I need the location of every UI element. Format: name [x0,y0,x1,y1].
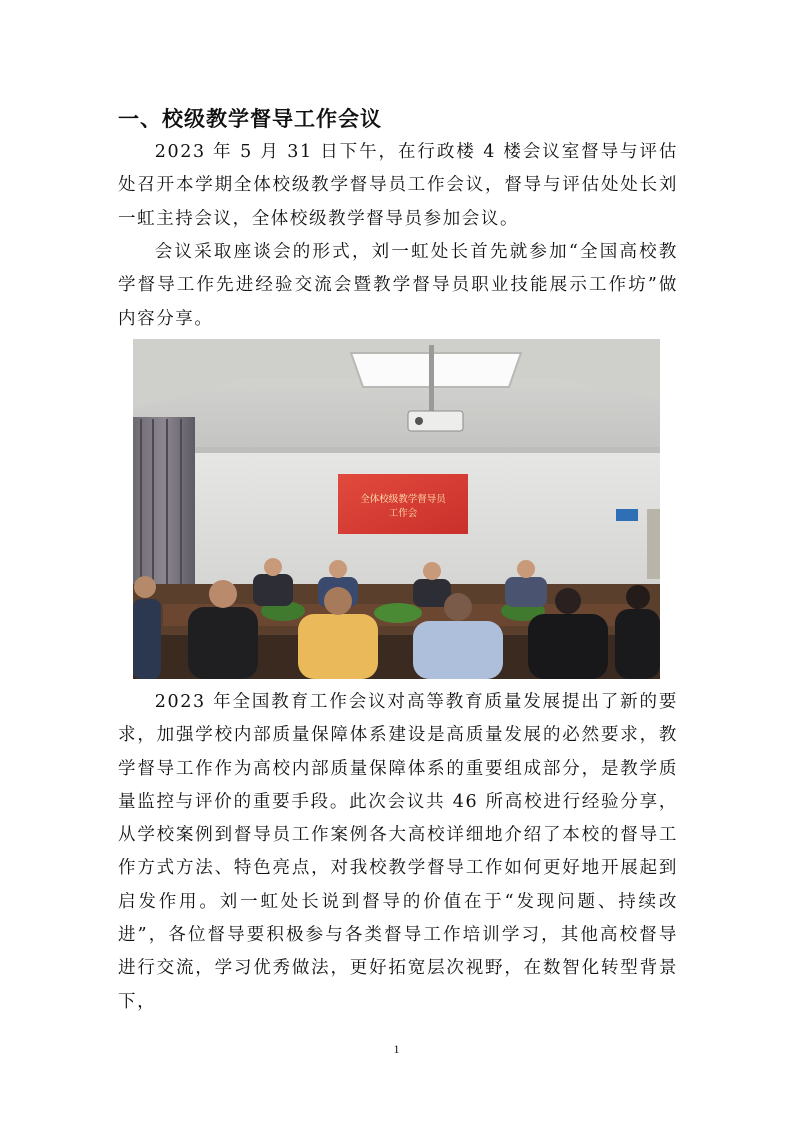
screen-title: 全体校级教学督导员 [360,494,446,505]
screen-subtitle: 工作会 [388,508,418,519]
paragraph-2: 会议采取座谈会的形式，刘一虹处长首先就参加“全国高校教学督导工作先进经验交流会暨教学督导员职业技能展示工作坊”做内容分享。 [118,242,678,329]
page-number: 1 [393,1042,400,1056]
section-heading: 一、校级教学督导工作会议 [118,107,382,131]
paragraph-1: 2023 年 5 月 31 日下午，在行政楼 4 楼会议室督导与评估处召开本学期全体校级教学督导员工作会议，督导与评估处处长刘一虹主持会议，全体校级教学督导员参加会议。 [118,142,678,229]
paragraph-3: 2023 年全国教育工作会议对高等教育质量发展提出了新的要求，加强学校内部质量保障体系建设是高质量发展的必然要求，教学督导工作作为高校内部质量保障体系的重要组成部分，是教学质量监控与评价的重要手段。此次会议共 46 所高校进行经验分享，从学校案例到督导员工作案例各大高校详细地介绍了本校的督导工作方式方法、特色亮点，对我校教学督导工作如何更好地开展起到启发作用。刘一虹处长说到督导的价值在于“发现问题、持续改进”，各位督导要积极参与各类督导工作培训学习，其他高校督导进行交流，学习优秀做法，更好拓宽层次视野，在数智化转型背景下， [118,692,678,1012]
meeting-photo [133,339,660,679]
